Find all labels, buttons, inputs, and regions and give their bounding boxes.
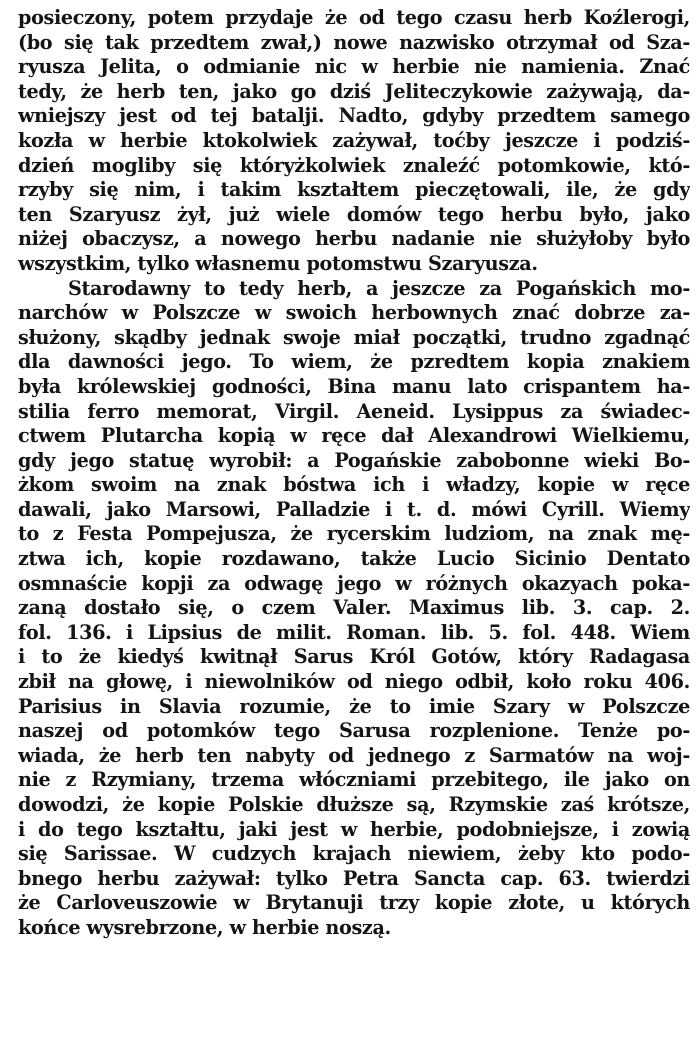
- text-line: narchów w Polszcze w swoich herbownych znać dobrze za-: [18, 301, 690, 325]
- text-line: wiada, że herb ten nabyty od jednego z Sarmatów na woj-: [18, 743, 690, 767]
- text-line: rzyby się nim, i takim kształtem pieczętowali, ile, że gdy: [18, 178, 690, 202]
- text-line: zaną dostało się, o czem Valer. Maximus lib. 3. cap. 2.: [18, 596, 690, 620]
- text-line: zbił na głowę, i niewolników od niego odbił, koło roku 406.: [18, 670, 690, 694]
- text-line: była królewskiej godności, Bina manu lato crispantem ha-: [18, 374, 690, 398]
- text-line: nie z Rzymiany, trzema włóczniami przebitego, ile jako on: [18, 768, 690, 792]
- text-line: że Carloveuszowie w Brytanuji trzy kopie złote, u których: [18, 891, 690, 915]
- text-line: fol. 136. i Lipsius de milit. Roman. lib. 5. fol. 448. Wiem: [18, 620, 690, 644]
- text-line: końce wysrebrzone, w herbie noszą.: [18, 915, 391, 939]
- text-line: dawali, jako Marsowi, Palladzie i t. d. mówi Cyrill. Wiemy: [18, 497, 690, 521]
- text-line: żkom swoim na znak bóstwa ich i władzy, kopie w ręce: [18, 473, 690, 497]
- text-line: ryusza Jelita, o odmianie nic w herbie nie namienia. Znać: [18, 55, 690, 79]
- text-line: tedy, że herb ten, jako go dziś Jeliteczykowie zażywają, da-: [18, 79, 690, 103]
- paragraph-1: [18, 6, 690, 277]
- text-line: dzień mogliby się któryżkolwiek znaleźć potomkowie, któ-: [18, 153, 690, 177]
- text-line: posieczony, potem przydaje że od tego czasu herb Koźlerogi,: [18, 6, 690, 29]
- text-line: i to że kiedyś kwitnął Sarus Król Gotów, który Radagasa: [18, 645, 690, 669]
- text-line: i do tego kształtu, jaki jest w herbie, podobniejsze, i zowią: [18, 817, 690, 841]
- text-line: (bo się tak przedtem zwał,) nowe nazwisko otrzymał od Sza-: [18, 30, 690, 54]
- text-line: Starodawny to tedy herb, a jeszcze za Pogańskich mo-: [68, 276, 690, 300]
- text-line: Parisius in Slavia rozumie, że to imie Szary w Polszcze: [18, 694, 690, 718]
- text-line: wszystkim, tylko własnemu potomstwu Szaryusza.: [18, 251, 538, 275]
- text-line: to z Festa Pompejusza, że rycerskim ludziom, na znak mę-: [18, 522, 690, 546]
- text-line: służony, skądby jednak swoje miał początki, trudno zgadnąć: [18, 325, 690, 349]
- text-line: dowodzi, że kopie Polskie dłuższe są, Rzymskie zaś krótsze,: [18, 793, 690, 816]
- text-line: gdy jego statuę wyrobił: a Pogańskie zabobonne wieki Bo-: [18, 448, 690, 472]
- text-line: kozła w herbie ktokolwiek zażywał, toćby jeszcze i podziś-: [18, 128, 690, 152]
- text-line: niżej obaczysz, a nowego herbu nadanie nie służyłoby było: [18, 227, 690, 251]
- text-line: ztwa ich, kopie rozdawano, także Lucio Sicinio Dentato: [18, 547, 690, 571]
- text-line: się Sarissae. W cudzych krajach niewiem, żeby kto podo-: [18, 842, 690, 866]
- text-line: stilia ferro memorat, Virgil. Aeneid. Lysippus za świadec-: [18, 399, 690, 423]
- text-line: dla dawności jego. To wiem, że pzredtem kopia znakiem: [18, 350, 690, 374]
- text-line: ctwem Plutarcha kopią w ręce dał Alexandrowi Wielkiemu,: [18, 424, 690, 448]
- text-line: bnego herbu zażywał: tylko Petra Sancta cap. 63. twierdzi: [18, 866, 690, 890]
- text-line: ten Szaryusz żył, już wiele domów tego herbu było, jako: [18, 202, 690, 226]
- text-line: wniejszy jest od tej batalji. Nadto, gdyby przedtem samego: [18, 104, 690, 128]
- text-line: naszej od potomków tego Sarusa rozplenione. Tenże po-: [18, 719, 690, 743]
- text-line: osmnaście kopji za odwagę jego w różnych okazyach poka-: [18, 571, 690, 595]
- paragraph-2: [18, 277, 690, 941]
